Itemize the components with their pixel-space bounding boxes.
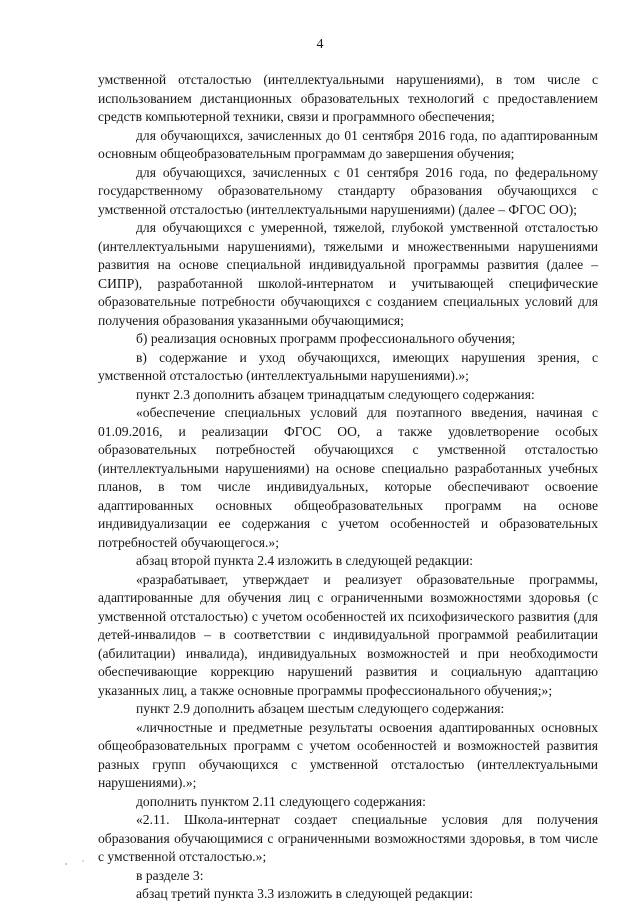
paragraph: дополнить пунктом 2.11 следующего содержания: — [136, 793, 426, 809]
paragraph: пункт 2.3 дополнить абзацем тринадцатым следующего содержания: — [136, 386, 535, 402]
paragraph: пункт 2.9 дополнить абзацем шестым следующего содержания: — [136, 701, 505, 716]
document-body — [98, 71, 598, 904]
paragraph: абзац второй пункта 2.4 изложить в следующей редакции: — [136, 553, 474, 568]
scan-artifact-marks: ⸱ ˙ ˙ — [65, 859, 108, 869]
paragraph: для обучающихся, зачисленных с 01 сентября 2016 года, по федеральному государственному образовательному стандарту образования обучающихся с умственной отсталостью (интеллектуальными нарушениями) (далее – ФГОС ОО); — [98, 164, 598, 217]
paragraph: абзац третий пункта 3.3 изложить в следующей редакции: — [136, 886, 473, 901]
paragraph: для обучающихся, зачисленных до 01 сентября 2016 года, по адаптированным основным общеобразовательным программам до завершения обучения; — [98, 127, 598, 161]
paragraph: в разделе 3: — [136, 867, 204, 883]
paragraph: умственной отсталостью (интеллектуальными нарушениями), в том числе с использованием дистанционных образовательных технологий с предоставлением средств компьютерной техники, связи и программного обеспечения; — [98, 72, 598, 124]
paragraph: б) реализация основных программ профессионального обучения; — [136, 331, 516, 346]
page-number: 4 — [316, 37, 324, 52]
paragraph: «разрабатывает, утверждает и реализует образовательные программы, адаптированные для обучения лиц с ограниченными возможностями здоровья (с умственной отсталостью) с учетом особенностей их психофизического развития (для детей-инвалидов – в соответствии с индивидуальной программой реабилитации (абилитации) инвалида), индивидуальных возможностей и при необходимости обеспечивающие коррекцию нарушений развития и социальную адаптацию указанных лиц, а также основные программы профессионального обучения;»; — [98, 571, 598, 698]
paragraph: в) содержание и уход обучающихся, имеющих нарушения зрения, с умственной отсталостью (интеллектуальными нарушениями).»; — [98, 349, 598, 383]
paragraph: «обеспечение специальных условий для поэтапного введения, начиная с 01.09.2016, и реализации ФГОС ОО, а также удовлетворение особых образовательных потребностей обучающихся с умственной отсталостью (интеллектуальными нарушениями) на основе специально разработанных учебных планов, в том числе индивидуальных, которые обеспечивают освоение адаптированных основных общеобразовательных программ на основе индивидуализации ее содержания с учетом особенностей и образовательных потребностей обучающегося.»; — [98, 405, 598, 550]
paragraph: «2.11. Школа-интернат создает специальные условия для получения образования обучающимися с ограниченными возможностями здоровья, в том числе с умственной отсталостью.»; — [98, 812, 598, 864]
paragraph: «личностные и предметные результаты освоения адаптированных основных общеобразовательных программ с учетом особенностей и возможностей развития разных групп обучающихся с умственной отсталостью (интеллектуальными нарушениями).»; — [98, 719, 598, 790]
paragraph: для обучающихся с умеренной, тяжелой, глубокой умственной отсталостью (интеллектуальными нарушениями), тяжелыми и множественными нарушениями развития на основе специальной индивидуальной программы развития (далее – СИПР), разработанной школой-интернатом и учитывающей специфические образовательные потребности обучающихся с созданием специальных условий для получения образования указанными обучающимися; — [98, 220, 598, 328]
